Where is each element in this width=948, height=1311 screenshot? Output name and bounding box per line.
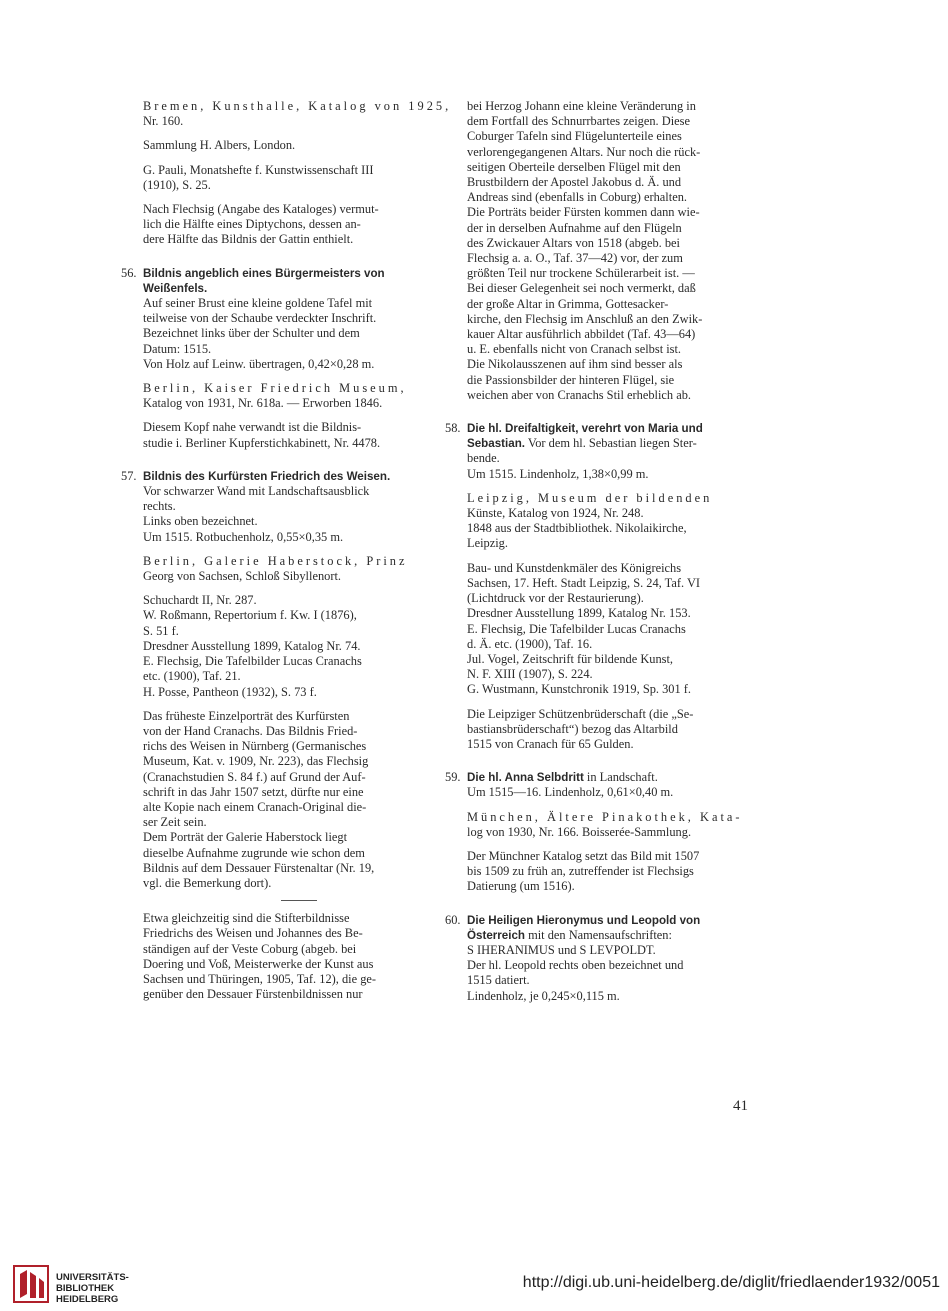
text-line: größten Teil nur trockene Schülerarbeit ist. —: [467, 266, 695, 281]
text-line: Von Holz auf Leinw. übertragen, 0,42×0,28 m.: [143, 356, 375, 371]
spacer: [143, 460, 455, 469]
text-line: von der Hand Cranachs. Das Bildnis Fried-: [143, 723, 358, 738]
text-line: Dresdner Ausstellung 1899, Katalog Nr. 74.: [143, 638, 361, 653]
text-paragraph: [143, 554, 455, 584]
text-line: S. 51 f.: [143, 623, 179, 638]
text-line: (1910), S. 25.: [143, 177, 211, 192]
entry-title-continued: [143, 281, 455, 296]
text-paragraph: [143, 296, 455, 372]
text-line: Nach Flechsig (Angabe des Kataloges) vermut-: [143, 202, 379, 217]
entry-number: 56.: [121, 265, 137, 280]
text-line: des Zwickauer Altars von 1518 (abgeb. bei: [467, 235, 680, 250]
text-line: Diesem Kopf nahe verwandt ist die Bildnis-: [143, 420, 362, 435]
text-line: Museum, Kat. v. 1909, Nr. 223), das Flechsig: [143, 754, 369, 769]
text-line: dem Fortfall des Schnurrbartes zeigen. Diese: [467, 114, 690, 129]
text-line: dieselbe Aufnahme zugrunde wie schon dem: [143, 845, 365, 860]
entry-title-continued-rest: mit den Namensaufschriften:: [525, 927, 672, 942]
text-line: bei Herzog Johann eine kleine Veränderung in: [467, 99, 696, 113]
text-line: seitigen Oberteile derselben Flügel mit den: [467, 159, 681, 174]
text-paragraph: [467, 99, 752, 403]
text-line: Berlin, Kaiser Friedrich Museum,: [143, 381, 407, 396]
text-line: Lindenholz, je 0,245×0,115 m.: [467, 988, 620, 1003]
text-line: dere Hälfte das Bildnis der Gattin enthielt.: [143, 232, 354, 247]
text-line: Datierung (um 1516).: [467, 879, 575, 894]
text-line: Der Münchner Katalog setzt das Bild mit 1507: [467, 848, 700, 863]
text-line: Datum: 1515.: [143, 341, 212, 356]
text-line: München, Ältere Pinakothek, Kata-: [467, 809, 743, 824]
text-line: etc. (1900), Taf. 21.: [143, 669, 241, 684]
entry-title-continued-text: Sebastian.: [467, 437, 525, 451]
library-name: [56, 1272, 129, 1305]
text-line: Coburger Tafeln sind Flügelunterteile eines: [467, 129, 682, 144]
text-line: Doering und Voß, Meisterwerke der Kunst aus: [143, 956, 374, 971]
spacer: [467, 761, 752, 770]
text-line: d. Ä. etc. (1900), Taf. 16.: [467, 636, 593, 651]
text-line: der große Altar in Grimma, Gottesacker-: [467, 296, 669, 311]
entry-number: 57.: [121, 468, 137, 483]
text-line: 1515 datiert.: [467, 973, 530, 988]
text-line: Schuchardt II, Nr. 287.: [143, 593, 257, 608]
text-line: W. Roßmann, Repertorium f. Kw. I (1876),: [143, 608, 357, 623]
text-line: N. F. XIII (1907), S. 224.: [467, 667, 593, 682]
text-paragraph: [143, 138, 455, 153]
text-line: Links oben bezeichnet.: [143, 514, 258, 529]
entry-title: [143, 266, 455, 281]
spacer: [143, 257, 455, 266]
text-line: vgl. die Bemerkung dort).: [143, 875, 272, 890]
text-paragraph: [467, 849, 752, 895]
entry-title-continued-text: Weißenfels.: [143, 281, 208, 295]
entry-title-text: Bildnis angeblich eines Bürgermeisters von: [143, 266, 385, 280]
entry-title-continued-rest: Vor dem hl. Sebastian liegen Ster-: [525, 436, 697, 451]
text-line: die Passionsbilder der hinteren Flügel, sie: [467, 372, 675, 387]
catalog-entry-heading: [445, 770, 752, 785]
entry-title-rest: in Landschaft.: [583, 770, 658, 785]
spacer: [467, 904, 752, 913]
text-line: weichen aber von Cranachs Stil erheblich ab.: [467, 387, 691, 402]
text-line: Bremen, Kunsthalle, Katalog von 1925,: [143, 99, 452, 113]
text-line: kirche, den Flechsig im Anschluß an den Zwik-: [467, 311, 703, 326]
right-text-column: [445, 99, 752, 1013]
entry-title-text: Die Heiligen Hieronymus und Leopold von: [467, 913, 701, 927]
text-paragraph: [143, 484, 455, 545]
text-line: Bei dieser Gelegenheit sei noch vermerkt, daß: [467, 281, 696, 296]
entry-title-continued-text: Österreich: [467, 928, 525, 942]
text-line: lich die Hälfte eines Diptychons, dessen an-: [143, 217, 361, 232]
library-logo-icon: [12, 1264, 50, 1304]
text-line: Georg von Sachsen, Schloß Sibyllenort.: [143, 569, 342, 584]
text-line: Friedrichs des Weisen und Johannes des Be-: [143, 926, 363, 941]
text-paragraph: [467, 943, 752, 1004]
text-paragraph: [143, 709, 455, 891]
entry-title-text: Bildnis des Kurfürsten Friedrich des Weisen.: [143, 469, 391, 483]
text-line: Leipzig, Museum der bildenden: [467, 490, 713, 505]
left-text-column: [121, 99, 455, 1011]
text-line: Das früheste Einzelporträt des Kurfürsten: [143, 708, 350, 723]
library-name-line-1: UNIVERSITÄTS-: [56, 1272, 129, 1283]
text-paragraph: [143, 99, 455, 129]
text-line: teilweise von der Schaube verdeckter Inschrift.: [143, 311, 377, 326]
catalog-entry-heading: [121, 468, 455, 484]
text-line: schrift in das Jahr 1507 setzt, dürfte nur eine: [143, 784, 364, 799]
text-line: Etwa gleichzeitig sind die Stifterbildnisse: [143, 911, 350, 926]
text-line: Auf seiner Brust eine kleine goldene Tafel mit: [143, 296, 373, 311]
text-paragraph: [143, 202, 455, 248]
text-line: u. E. ebenfalls nicht von Cranach selbst ist.: [467, 342, 682, 357]
entry-title: [143, 469, 455, 484]
text-line: (Lichtdruck vor der Restaurierung).: [467, 591, 644, 606]
text-line: Der hl. Leopold rechts oben bezeichnet und: [467, 958, 684, 973]
text-line: log von 1930, Nr. 166. Boisserée-Sammlung.: [467, 824, 692, 839]
text-line: 1515 von Cranach für 65 Gulden.: [467, 736, 634, 751]
text-line: richs des Weisen in Nürnberg (Germanisches: [143, 739, 367, 754]
entry-number: 59.: [445, 770, 461, 785]
text-line: der in derselben Aufnahme auf den Flügeln: [467, 220, 682, 235]
text-paragraph: [467, 451, 752, 481]
text-line: Um 1515. Rotbuchenholz, 0,55×0,35 m.: [143, 529, 344, 544]
text-line: Die Porträts beider Fürsten kommen dann wie-: [467, 205, 700, 220]
text-line: Dresdner Ausstellung 1899, Katalog Nr. 153.: [467, 606, 691, 621]
entry-title-text: Die hl. Dreifaltigkeit, verehrt von Maria und: [467, 422, 703, 436]
entry-title-continued: [467, 436, 752, 451]
text-line: Brustbildern der Apostel Jakobus d. Ä. und: [467, 175, 682, 190]
text-line: bastiansbrüderschaft“) bezog das Altarbild: [467, 721, 678, 736]
text-line: 1848 aus der Stadtbibliothek. Nikolaikirche,: [467, 521, 687, 536]
text-line: (Cranachstudien S. 84 f.) auf Grund der Auf-: [143, 769, 366, 784]
text-line: Um 1515—16. Lindenholz, 0,61×0,40 m.: [467, 785, 674, 800]
catalog-entry-heading: [445, 912, 752, 943]
text-line: Die Nikolausszenen auf ihm sind besser als: [467, 357, 683, 372]
entry-title: [467, 770, 752, 785]
text-paragraph: [467, 707, 752, 753]
text-paragraph: [143, 593, 455, 699]
text-line: bende.: [467, 451, 500, 466]
entry-number: 60.: [445, 912, 461, 927]
text-line: Katalog von 1931, Nr. 618a. — Erworben 1846.: [143, 396, 383, 411]
text-line: Künste, Katalog von 1924, Nr. 248.: [467, 506, 644, 521]
text-paragraph: [143, 420, 455, 450]
text-line: Berlin, Galerie Haberstock, Prinz: [143, 553, 408, 568]
text-line: Dem Porträt der Galerie Haberstock liegt: [143, 830, 348, 845]
text-line: Vor schwarzer Wand mit Landschaftsausblick: [143, 484, 370, 499]
text-line: H. Posse, Pantheon (1932), S. 73 f.: [143, 684, 317, 699]
text-line: Jul. Vogel, Zeitschrift für bildende Kunst,: [467, 651, 674, 666]
text-line: ser Zeit sein.: [143, 815, 207, 830]
text-line: rechts.: [143, 499, 176, 514]
text-line: E. Flechsig, Die Tafelbilder Lucas Cranachs: [143, 654, 362, 669]
text-line: genüber den Dessauer Fürstenbildnissen nur: [143, 987, 363, 1002]
entry-number: 58.: [445, 421, 461, 436]
text-line: Bau- und Kunstdenkmäler des Königreichs: [467, 560, 682, 575]
section-divider: [281, 900, 317, 901]
text-line: E. Flechsig, Die Tafelbilder Lucas Cranachs: [467, 621, 686, 636]
text-line: studie i. Berliner Kupferstichkabinett, Nr. 4478.: [143, 435, 381, 450]
text-line: Sammlung H. Albers, London.: [143, 138, 296, 153]
entry-title: [467, 421, 752, 436]
entry-title-continued: [467, 928, 752, 943]
library-name-line-3: HEIDELBERG: [56, 1294, 119, 1305]
text-paragraph: [467, 785, 752, 800]
text-line: Sachsen, 17. Heft. Stadt Leipzig, S. 24, Taf. VI: [467, 575, 701, 590]
text-line: Bildnis auf dem Dessauer Fürstenaltar (Nr. 19,: [143, 860, 375, 875]
text-line: Andreas sind (ebenfalls in Coburg) erhalten.: [467, 190, 687, 205]
entry-title: [467, 913, 752, 928]
page-number: 41: [733, 1098, 748, 1114]
text-line: bis 1509 zu früh an, zutreffender ist Flechsigs: [467, 864, 694, 879]
text-line: Sachsen und Thüringen, 1905, Taf. 12), die ge-: [143, 971, 377, 986]
text-line: Leipzig.: [467, 536, 508, 551]
text-paragraph: [143, 381, 455, 411]
text-line: Bezeichnet links über der Schulter und dem: [143, 326, 360, 341]
library-name-line-2: BIBLIOTHEK: [56, 1283, 115, 1294]
text-line: G. Pauli, Monatshefte f. Kunstwissenschaft III: [143, 162, 374, 177]
text-paragraph: [143, 911, 455, 1002]
text-line: verlorengegangenen Altars. Nur noch die rück-: [467, 144, 701, 159]
text-line: kauer Altar ausführlich abbildet (Taf. 43—64): [467, 327, 696, 342]
text-paragraph: [467, 561, 752, 698]
spacer: [467, 412, 752, 421]
catalog-entry-heading: [445, 421, 752, 451]
text-paragraph: [143, 163, 455, 193]
text-line: Nr. 160.: [143, 114, 184, 129]
entry-title-text: Die hl. Anna Selbdritt: [467, 771, 584, 785]
catalog-entry-heading: [121, 265, 455, 296]
text-line: Die Leipziger Schützenbrüderschaft (die „Se-: [467, 706, 694, 721]
text-line: ständigen auf der Veste Coburg (abgeb. bei: [143, 941, 357, 956]
text-line: S IHERANIMUS und S LEVPOLDT.: [467, 942, 656, 957]
text-paragraph: [467, 810, 752, 840]
text-line: Flechsig a. a. O., Taf. 37—42) vor, der zum: [467, 251, 683, 266]
text-line: alte Kopie nach einem Cranach-Original die-: [143, 799, 367, 814]
text-line: Um 1515. Lindenholz, 1,38×0,99 m.: [467, 466, 649, 481]
text-paragraph: [467, 491, 752, 552]
source-url-link[interactable]: http://digi.ub.uni-heidelberg.de/diglit/friedlaender1932/0051: [522, 1274, 940, 1291]
text-line: G. Wustmann, Kunstchronik 1919, Sp. 301 f.: [467, 682, 692, 697]
